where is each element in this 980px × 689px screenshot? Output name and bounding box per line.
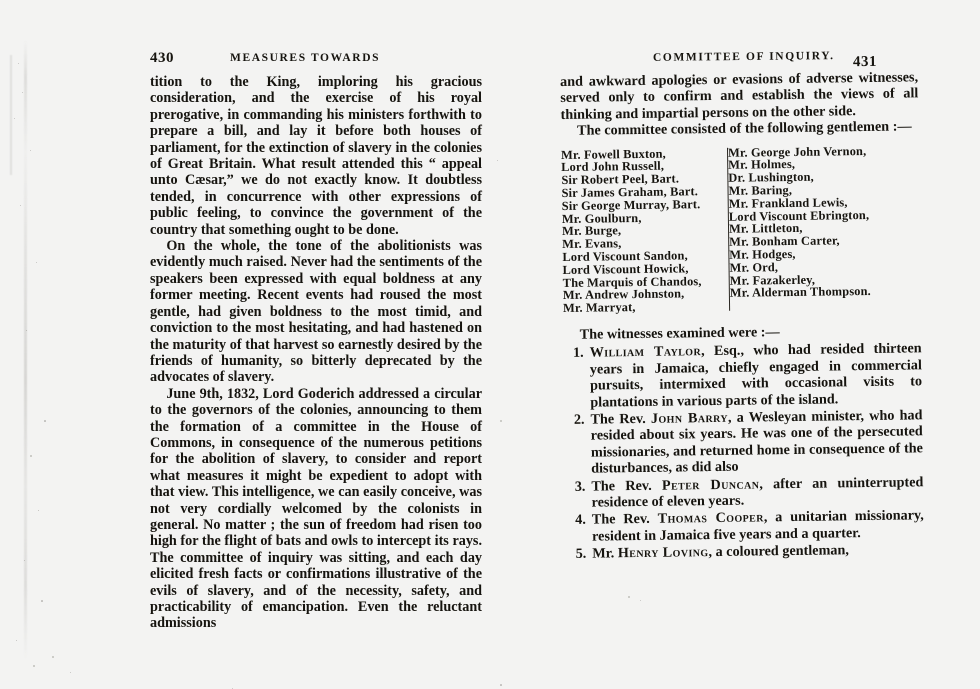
scan-speck	[41, 600, 43, 602]
witness-entry	[564, 341, 923, 411]
scan-speck	[26, 330, 27, 331]
witness-number: 3.	[574, 478, 586, 495]
witness-name: Henry Loving	[617, 544, 709, 562]
committee-member: Mr. Fowell Buxton,	[560, 146, 666, 162]
witness-prefix: The Rev.	[591, 477, 663, 495]
witness-entry	[566, 542, 924, 563]
witness-number: 4.	[575, 512, 586, 529]
witness-list	[564, 341, 925, 563]
scan-speck	[16, 640, 17, 641]
witness-entry	[564, 407, 923, 477]
committee-member: Dr. Lushington,	[728, 169, 814, 186]
witness-description: , a unitarian missionary, resident in Jamaica five years and a quarter.	[591, 507, 924, 545]
committee-member: Mr. Frankland Lewis,	[728, 195, 848, 211]
paragraph: tition to the King, imploring his gracious consideration, and the exercise of his royal prerogative, in commanding his ministers forthwith to prepare a bill, and lay it before both houses of parliament, for the extinction of slavery in the colonies of Great Britain. What result attended this “ appeal unto Cæsar,” we do not exactly know. It doubtless tended, in concurrence with other expressions of public feeling, to convince the government of the country that something ought to be done.	[150, 74, 482, 238]
witness-name: Peter Duncan	[661, 476, 760, 494]
committee-member: Sir James Graham, Bart.	[561, 184, 699, 201]
right-page-folio: 431	[852, 53, 878, 71]
scan-speck	[640, 600, 641, 601]
committee-member: Lord Viscount Ebrington,	[728, 207, 870, 224]
witness-number: 5.	[575, 545, 587, 563]
committee-member: Mr. Goulburn,	[561, 210, 642, 226]
committee-member: Mr. Evans,	[562, 236, 622, 252]
committee-member: Mr. Littleton,	[728, 221, 803, 237]
committee-column-right	[728, 145, 871, 313]
right-page-running-head: COMMITTEE OF INQUIRY.	[652, 50, 835, 64]
scan-speck	[33, 665, 35, 667]
scan-speck	[52, 656, 54, 658]
scan-speck	[500, 684, 502, 686]
right-page-text-column	[560, 69, 924, 563]
committee-member: Sir George Murray, Bart.	[561, 196, 701, 213]
witness-description: , Esq., who had resided thirteen years in Jamaica, chiefly engaged in commercial pursuits, intermixed with occasional visits to plantations in various parts of the island.	[589, 340, 923, 411]
committee-member: Mr. Bonham Carter,	[729, 233, 840, 250]
paragraph: June 9th, 1832, Lord Goderich addressed a circular to the governors of the colonies, announcing to them the formation of a committee in the House of Commons, in consequence of the numerous petitions for the abolition of slavery, to consider and report what measures it might be expedient to adopt with that view. This intelligence, we can easily conceive, was not very cordially welcomed by the colonists in general. No matter ; the sun of freedom had risen too high for the flight of bats and owls to intercept its rays. The committee of inquiry was sitting, and each day elicited fresh facts or confirmations illustrative of the evils of slavery, and of the necessity, safety, and practicability of emancipation. Even the reluctant admissions	[150, 385, 482, 632]
left-page-folio: 430	[150, 50, 174, 66]
witness-prefix: The Rev.	[590, 410, 652, 428]
witness-entry	[565, 474, 923, 511]
scan-speck	[18, 63, 19, 64]
committee-member: Mr. Alderman Thompson.	[729, 284, 871, 301]
committee-member: Mr. Holmes,	[728, 157, 796, 173]
witness-name: Thomas Cooper	[657, 509, 764, 528]
committee-member: Sir Robert Peel, Bart.	[561, 171, 680, 188]
committee-member-list	[561, 144, 921, 315]
committee-member: Mr. Burge,	[561, 223, 622, 239]
left-page-running-head: MEASURES TOWARDS	[230, 52, 381, 64]
committee-column-left	[561, 146, 729, 315]
paragraph: and awkward apologies or evasions of adverse witnesses, served only to confirm and establish the views of all thinking and impartial persons on the other side.	[560, 69, 919, 123]
scan-speck	[628, 596, 630, 598]
witness-description: , a coloured gentleman,	[708, 542, 850, 561]
witness-number: 1.	[572, 345, 584, 362]
witness-name: William Taylor	[589, 343, 702, 362]
committee-member: Mr. Hodges,	[729, 246, 796, 262]
scan-speck	[38, 510, 39, 511]
committee-member: Lord Viscount Howick,	[562, 261, 689, 277]
scan-speck	[22, 92, 23, 93]
witness-list-intro: The witnesses examined were :—	[579, 324, 780, 343]
paragraph: On the whole, the tone of the abolitionists was evidently much raised. Never had the sentiments of the speakers been expressed with equal boldness at any former meeting. Recent events had roused the most gentle, had given boldness to the most timid, and conviction to the most hesitating, and had hastened on the maturity of that harvest so earnestly desired by the friends of humanity, so bitterly deprecated by the advocates of slavery.	[150, 238, 482, 386]
committee-member: Lord John Russell,	[561, 159, 665, 175]
committee-member: Mr. George John Vernon,	[727, 143, 867, 160]
scan-speck	[24, 560, 25, 561]
witness-description: , after an uninterrupted residence of eleven years.	[591, 473, 924, 511]
committee-member: Mr. Marryat,	[562, 300, 636, 316]
committee-member: Mr. Ord,	[729, 259, 779, 275]
committee-member: Mr. Fazakerley,	[729, 272, 816, 288]
committee-member: Mr. Baring,	[728, 182, 793, 198]
committee-member: Mr. Andrew Johnston,	[562, 286, 685, 303]
witness-name: John Barry	[650, 409, 729, 427]
committee-member: The Marquis of Chandos,	[562, 273, 702, 290]
paragraph: The committee consisted of the following gentlemen :—	[576, 118, 912, 139]
witness-entry	[566, 508, 924, 545]
witness-number: 2.	[573, 411, 585, 428]
scan-speck	[44, 420, 46, 422]
witness-description: , a Wesleyan minister, who had resided about six years. He was one of the persecuted missionaries, and returned home in consequence of the disturbances, as did also	[590, 407, 924, 477]
left-page-text-column	[150, 74, 482, 632]
committee-member: Lord Viscount Sandon,	[562, 248, 688, 264]
witness-prefix: Mr.	[592, 545, 618, 562]
right-page	[500, 0, 980, 689]
witness-prefix: The Rev.	[591, 511, 658, 529]
